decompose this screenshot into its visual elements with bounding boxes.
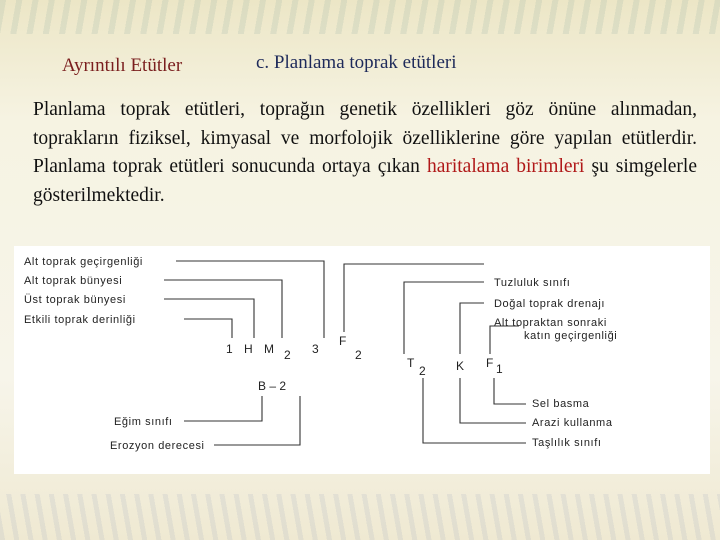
section-title: c. Planlama toprak etütleri [256, 52, 457, 73]
slide-category-title: Ayrıntılı Etütler [62, 55, 183, 76]
symbol-b-row: B – 2 [258, 379, 287, 393]
symbol-f: F [339, 334, 347, 348]
symbol-3: 3 [312, 342, 319, 356]
paragraph-highlight: haritalama birimleri [426, 156, 585, 177]
symbol-f-second: F [486, 356, 494, 370]
label-arazi-kullanma: Arazi kullanma [532, 417, 613, 429]
symbol-h: H [244, 342, 253, 356]
symbol-f-subscript: 2 [355, 348, 362, 362]
connector-egim-sinifi [184, 396, 262, 421]
symbol-f-second-subscript: 1 [496, 362, 503, 376]
connector-etkili-toprak-derinligi [184, 319, 232, 338]
connector-dogal-toprak-drenaji [460, 303, 484, 354]
connector-sel-basma [494, 378, 526, 404]
label-taslilik-sinifi: Taşlılık sınıfı [532, 437, 602, 449]
symbol-m-subscript: 2 [284, 348, 291, 362]
connector-f-top [344, 264, 484, 332]
connector-taslilik-sinifi [423, 378, 526, 443]
symbol-1: 1 [226, 342, 233, 356]
label-etkili-toprak-derinligi: Etkili toprak derinliği [24, 314, 136, 326]
body-paragraph [33, 96, 697, 210]
symbol-diagram [14, 246, 710, 474]
label-erozyon-derecesi: Erozyon derecesi [110, 440, 205, 452]
connector-arazi-kullanma [460, 378, 526, 423]
symbol-t-subscript: 2 [419, 364, 426, 378]
label-dogal-toprak-drenaji: Doğal toprak drenajı [494, 298, 606, 310]
symbol-m: M [264, 342, 274, 356]
label-katin-gecirgenligi: katın geçirgenliği [524, 330, 618, 342]
symbol-diagram-panel [14, 246, 710, 474]
paragraph-text-2: şu simgelerle gösterilmektedir. [33, 156, 698, 206]
symbol-k: K [456, 359, 465, 373]
symbol-t: T [407, 356, 415, 370]
paragraph-text-1: Planlama toprak etütleri, toprağın genetik özellikleri göz önüne alınmadan, toprakların fiziksel, kimyasal ve morfolojik özelliklerine göre yapılan etütlerdir. Planlama toprak etütleri sonucunda ortaya çıkan [33, 99, 697, 177]
connector-katin-gecirgenligi [490, 326, 519, 354]
decorative-top-border [0, 0, 720, 34]
connector-tuzluluk-sinifi [404, 282, 484, 354]
label-alt-topraktan-sonraki: Alt topraktan sonraki [494, 317, 607, 329]
label-sel-basma: Sel basma [532, 398, 590, 410]
connector-alt-toprak-bunyesi [164, 280, 282, 338]
decorative-bottom-border [0, 494, 720, 540]
label-alt-toprak-gecirgenligi: Alt toprak geçirgenliği [24, 256, 143, 268]
label-alt-toprak-bunyesi: Alt toprak bünyesi [24, 275, 123, 287]
label-ust-toprak-bunyesi: Üst toprak bünyesi [24, 294, 126, 306]
label-tuzluluk-sinifi: Tuzluluk sınıfı [494, 277, 571, 289]
label-egim-sinifi: Eğim sınıfı [114, 416, 173, 428]
